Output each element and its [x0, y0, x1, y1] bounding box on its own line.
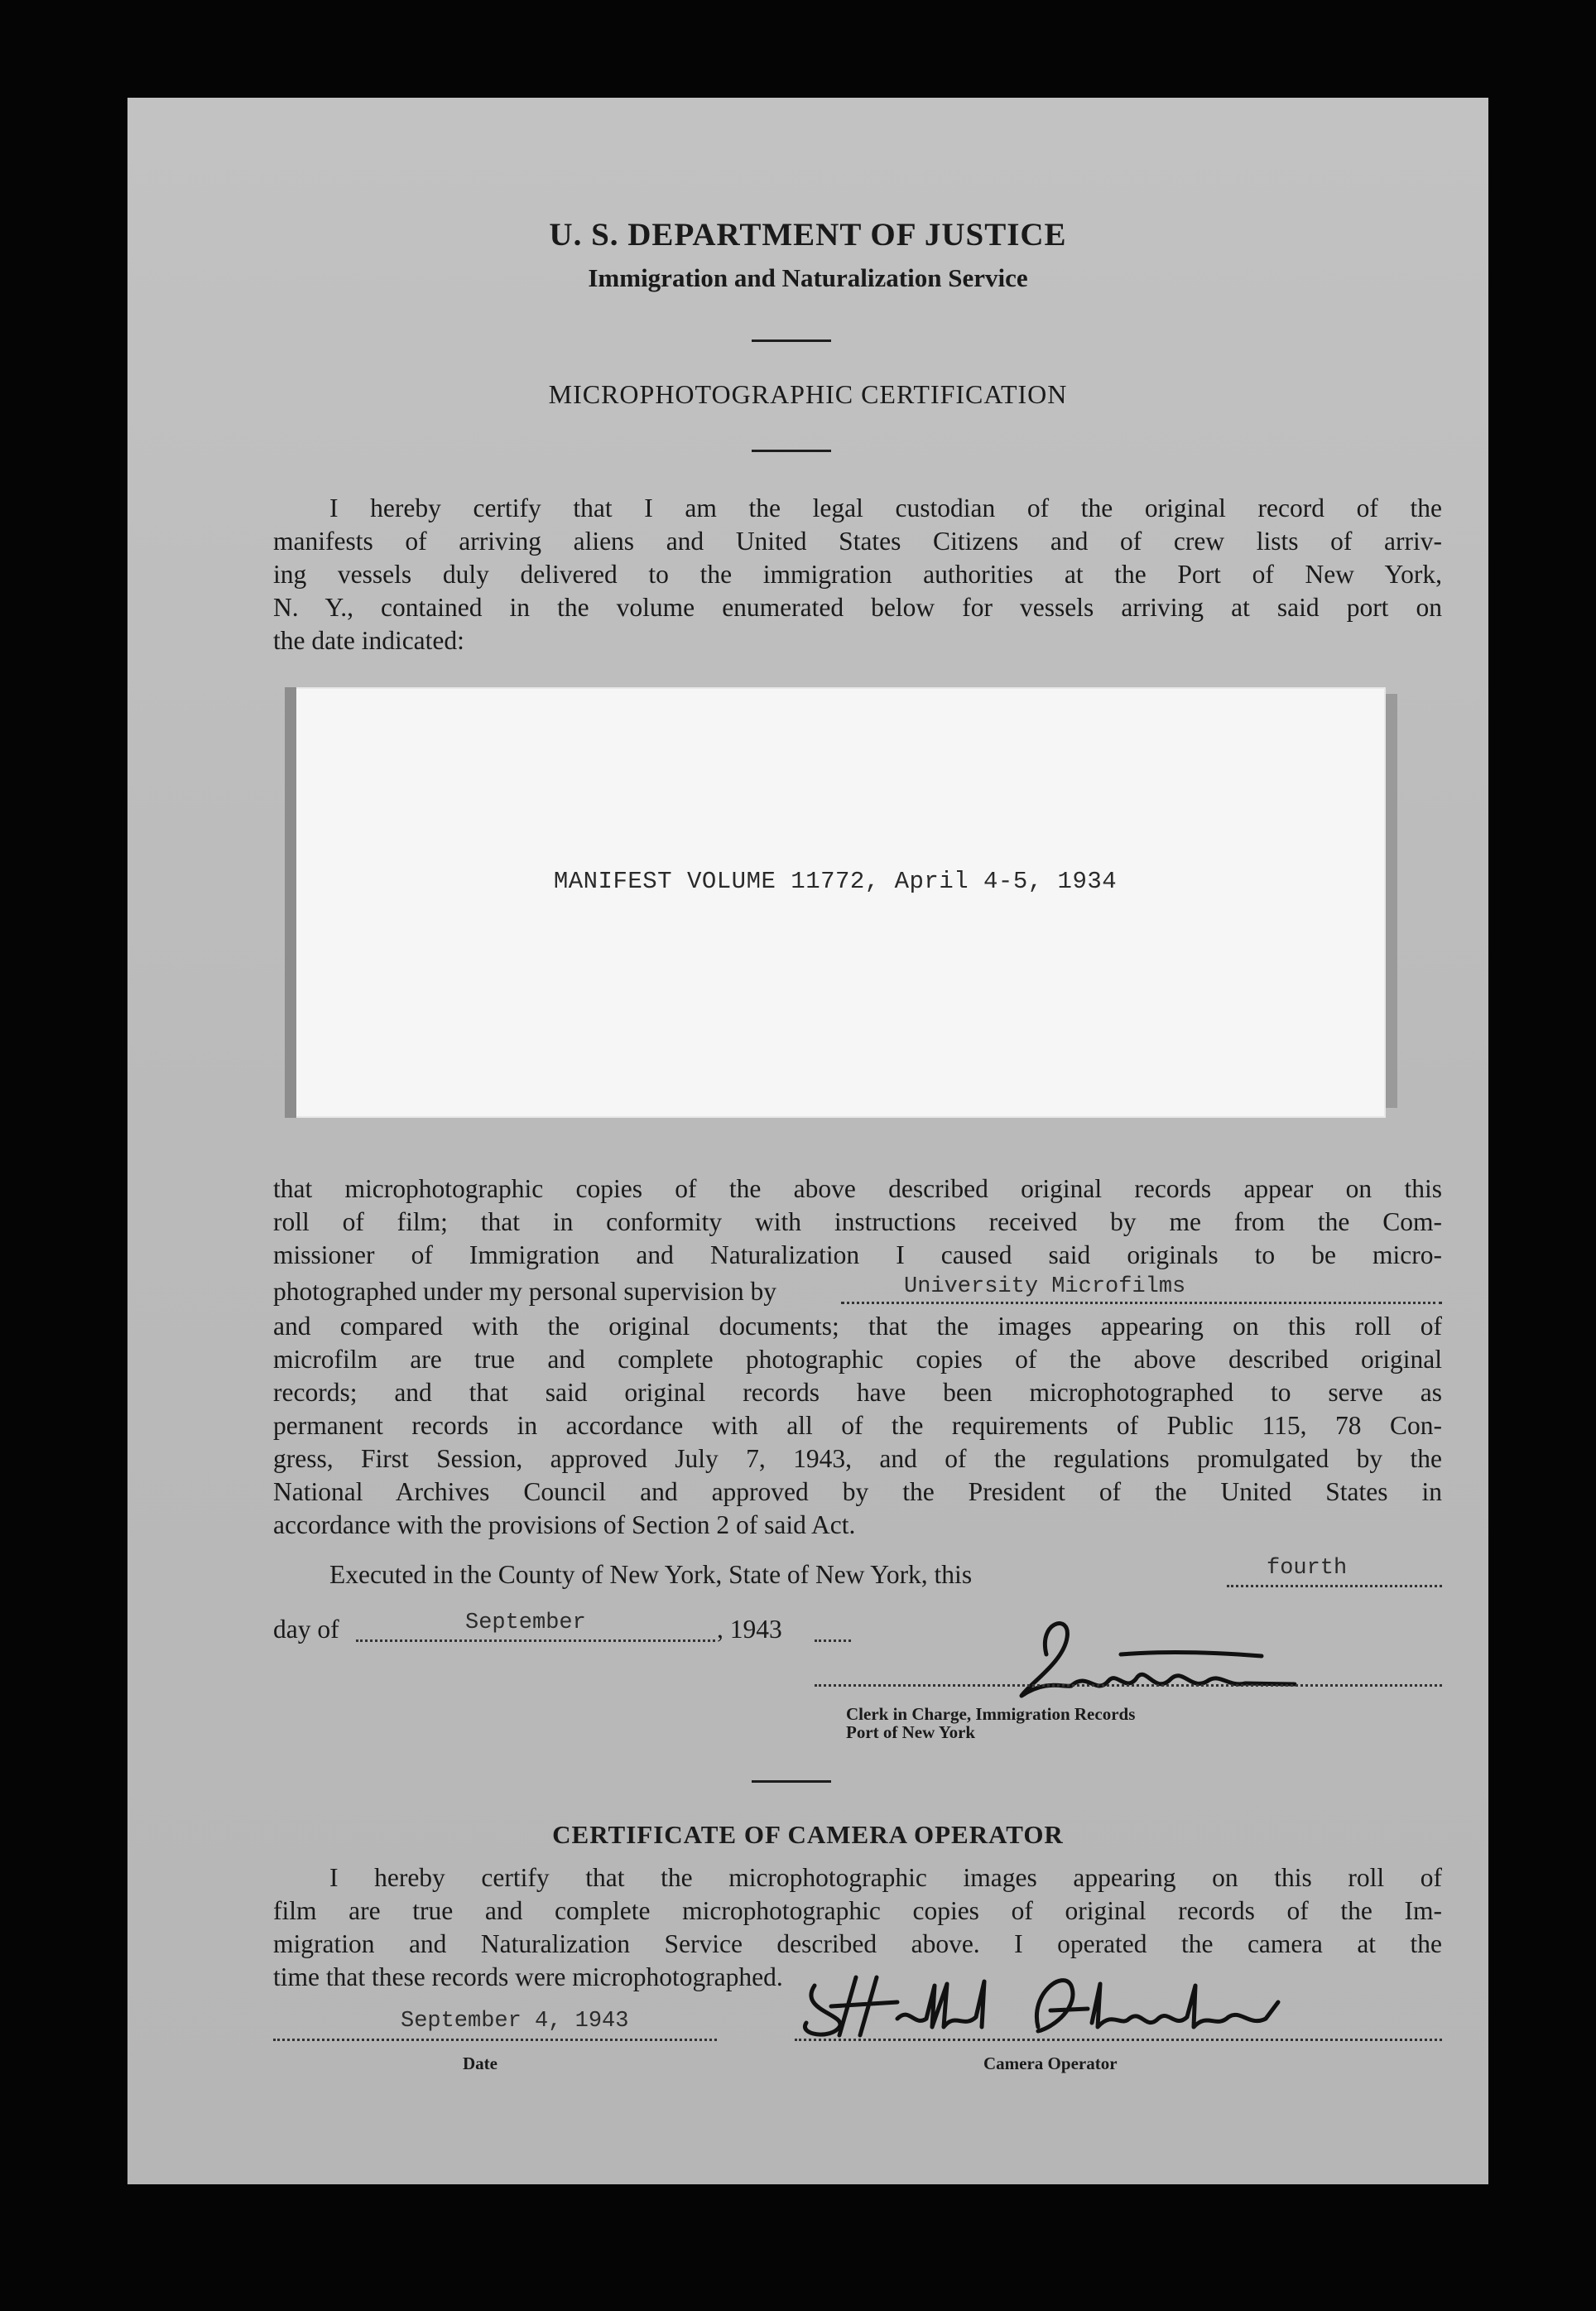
clerk-title: Clerk in Charge, Immigration Records [846, 1704, 1136, 1724]
card-edge [285, 687, 296, 1118]
divider-rule [752, 450, 831, 452]
camera-date-value: September 4, 1943 [401, 2009, 629, 2034]
divider-rule [752, 1780, 831, 1783]
executed-year: , 1943 [717, 1615, 782, 1644]
intro-line: ing vessels duly delivered to the immigration authorities at the Port of New York, [273, 560, 1442, 589]
year-trailing-dots [815, 1611, 851, 1642]
card-edge [1386, 694, 1397, 1108]
body-line: that microphotographic copies of the above described original records appear on this [273, 1174, 1442, 1203]
camera-certificate-title: CERTIFICATE OF CAMERA OPERATOR [552, 1820, 1064, 1849]
volume-card-text: MANIFEST VOLUME 11772, April 4-5, 1934 [553, 868, 1118, 895]
body-line: National Archives Council and approved by the President of the United States in [273, 1477, 1442, 1506]
body-line: microfilm are true and complete photographic copies of the above described original [273, 1345, 1442, 1374]
department-title: U. S. DEPARTMENT OF JUSTICE [549, 217, 1067, 253]
supervision-line [273, 1273, 1442, 1310]
body-line: gress, First Session, approved July 7, 1943, and of the regulations promulgated by the [273, 1444, 1442, 1473]
intro-paragraph [273, 492, 1442, 657]
body-line: accordance with the provisions of Section 2 of said Act. [273, 1510, 856, 1539]
certification-title: MICROPHOTOGRAPHIC CERTIFICATION [548, 379, 1068, 409]
intro-line: manifests of arriving aliens and United States Citizens and of crew lists of arriv- [273, 527, 1442, 556]
executed-prefix: Executed in the County of New York, State of New York, this [329, 1560, 973, 1589]
service-subtitle: Immigration and Naturalization Service [588, 263, 1028, 292]
camera-line: time that these records were microphotographed. [273, 1962, 783, 1991]
body-line: roll of film; that in conformity with instructions received by me from the Com- [273, 1207, 1442, 1236]
clerk-signature-line [815, 1681, 1442, 1687]
supervision-by-value: University Microfilms [904, 1274, 1186, 1299]
intro-line: the date indicated: [273, 626, 464, 655]
clerk-signature [922, 1605, 1386, 1712]
intro-line: N. Y., contained in the volume enumerated below for vessels arriving at said port on [273, 593, 1442, 622]
divider-rule [752, 339, 831, 342]
camera-line: migration and Naturalization Service described above. I operated the camera at the [273, 1929, 1442, 1958]
day-of-label: day of [273, 1615, 339, 1644]
camera-operator-label: Camera Operator [983, 2053, 1118, 2073]
volume-card [285, 687, 1386, 1118]
certificate-page [127, 98, 1488, 2184]
camera-line: film are true and complete microphotographic copies of original records of the Im- [273, 1896, 1442, 1925]
body-line: and compared with the original documents; that the images appearing on this roll of [273, 1312, 1442, 1341]
clerk-port: Port of New York [846, 1722, 976, 1742]
body-line: records; and that said original records have been microphotographed to serve as [273, 1378, 1442, 1407]
body-paragraph [273, 1310, 1442, 1542]
date-label: Date [463, 2053, 498, 2073]
body-paragraph [273, 1172, 1442, 1272]
supervision-prefix: photographed under my personal supervision by [273, 1277, 777, 1306]
camera-line: I hereby certify that the microphotographic images appearing on this roll of [329, 1863, 1442, 1892]
executed-month-value: September [465, 1610, 586, 1635]
intro-line: I hereby certify that I am the legal custodian of the original record of the [329, 493, 1442, 522]
day-of-line [273, 1611, 952, 1648]
camera-operator-signature-line [795, 2035, 1442, 2041]
body-line: missioner of Immigration and Naturalization I caused said originals to be micro- [273, 1240, 1442, 1269]
body-line: permanent records in accordance with all of the requirements of Public 115, 78 Con- [273, 1411, 1442, 1440]
executed-line [273, 1557, 1442, 1593]
executed-day-value: fourth [1267, 1556, 1348, 1581]
